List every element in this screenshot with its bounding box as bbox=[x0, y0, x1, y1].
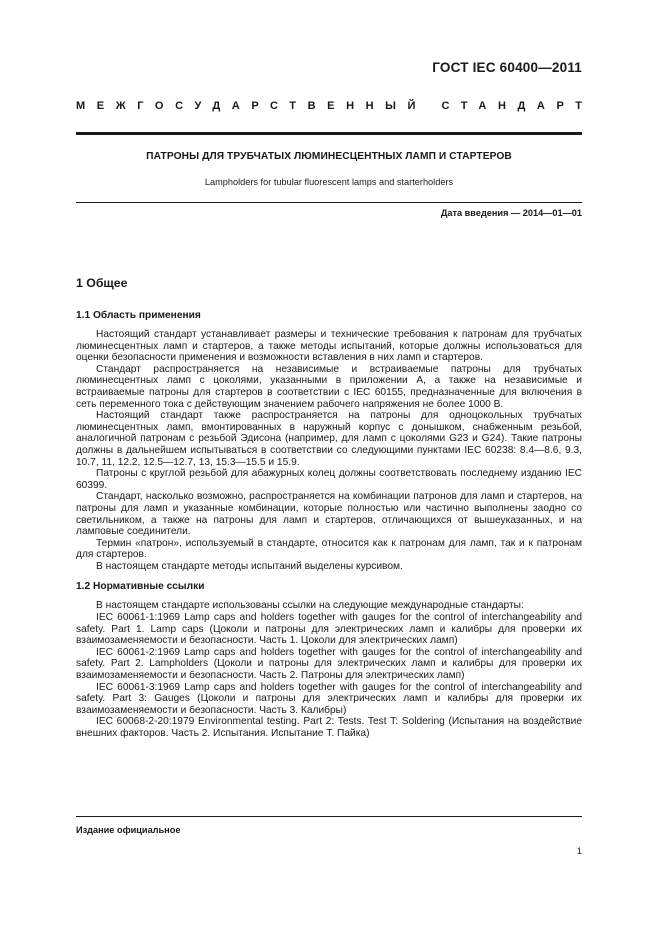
footer-rule bbox=[76, 816, 582, 817]
paragraph: Стандарт распространяется на независимые и встраиваемые патроны для трубчатых люминесцентных ламп с цоколями, указанными в приложении А, а также на независимые и встраиваемые патроны для стартеров в соответствии с IEC 60155, предназначенные для включения в сеть переменного тока с действующим значением рабочего напряжения не более 1000 В. bbox=[76, 363, 582, 410]
interstate-standard-banner bbox=[76, 100, 594, 112]
subsection-heading-normative-references: 1.2 Нормативные ссылки bbox=[76, 581, 205, 593]
interstate-word: МЕЖГОСУДАРСТВЕННЫЙ bbox=[76, 100, 428, 112]
section-heading: 1 Общее bbox=[76, 276, 128, 290]
introduction-date: Дата введения — 2014—01—01 bbox=[440, 208, 582, 218]
paragraph: Термин «патрон», используемый в стандарте, относится как к патронам для ламп, так и к патронам для стартеров. bbox=[76, 537, 582, 561]
header-rule bbox=[76, 132, 582, 135]
official-edition-label: Издание официальное bbox=[76, 825, 181, 835]
reference-item: IEC 60061-2:1969 Lamp caps and holders together with gauges for the control of interchangeability and safety. Part 2. Lampholders (Цоколи и патроны для электрических ламп и калибры для проверки их взаимозаменяемости и безопасности. Часть 2. Патроны для электрических ламп) bbox=[76, 646, 582, 682]
paragraph: Настоящий стандарт также распространяется на патроны для одноцокольных трубчатых люминесцентных ламп, вмонтированных в наружный корпус с донышком, снабженным резьбой, аналогичной патронам с резьбой Эдисона (например, для ламп с цоколями G23 и G24). Такие патроны должны в дальнейшем испытываться в соответствии со следующими пунктами IEC 60238: 8.4—8.6, 9.3, 10.7, 11, 12.2, 12.5—12.7, 13, 15.3—15.5 и 15.9. bbox=[76, 410, 582, 468]
standard-word: СТАНДАРТ bbox=[441, 100, 594, 112]
document-title-en: Lampholders for tubular fluorescent lamps and starterholders bbox=[204, 177, 454, 187]
paragraph: Настоящий стандарт устанавливает размеры и технические требования к патронам для трубчатых люминесцентных ламп и стартеров, а также методы испытаний, которые должны использоваться для оценки безопасности применения и возможности вставления в них ламп и стартеров. bbox=[76, 329, 582, 364]
subsection-heading-scope: 1.1 Область применения bbox=[76, 310, 201, 321]
paragraph: В настоящем стандарте использованы ссылки на следующие международные стандарты: bbox=[96, 600, 524, 612]
reference-item: IEC 60061-3:1969 Lamp caps and holders together with gauges for the control of interchangeability and safety. Part 3: Gauges (Цоколи и патроны для электрических ламп и калибры для проверки их взаимозаменяемости и безопасности. Часть 3. Калибры) bbox=[76, 681, 582, 716]
page-number: 1 bbox=[576, 846, 582, 856]
reference-item: IEC 60068-2-20:1979 Environmental testing. Part 2: Tests. Test T: Soldering (Испытания на воздействие внешних факторов. Часть 2. Испытания. Испытание Т. Пайка) bbox=[76, 716, 582, 739]
paragraph: Стандарт, насколько возможно, распространяется на комбинации патронов для ламп и стартеров, на патроны для ламп и указанные комбинации, которые полностью или частично выполнены заодно со светильником, а также на патроны для ламп и стартеров, отличающихся от вышеуказанных, и на ламповые соединители. bbox=[76, 491, 582, 538]
paragraph: Патроны с круглой резьбой для абажурных колец должны соответствовать последнему изданию IEC 60399. bbox=[76, 468, 582, 491]
title-rule bbox=[76, 202, 582, 203]
standard-number: ГОСТ IEC 60400—2011 bbox=[432, 60, 582, 75]
paragraph: В настоящем стандарте методы испытаний выделены курсивом. bbox=[96, 560, 403, 572]
document-title-ru: ПАТРОНЫ ДЛЯ ТРУБЧАТЫХ ЛЮМИНЕСЦЕНТНЫХ ЛАМП И СТАРТЕРОВ bbox=[146, 151, 512, 162]
reference-item: IEC 60061-1:1969 Lamp caps and holders together with gauges for the control of interchangeability and safety. Part 1. Lamp caps (Цоколи и патроны для электрических ламп и калибры для проверки их взаимозаменяемости и безопасности. Часть 1. Цоколи для электрических ламп) bbox=[76, 612, 582, 647]
document-body bbox=[76, 276, 582, 740]
